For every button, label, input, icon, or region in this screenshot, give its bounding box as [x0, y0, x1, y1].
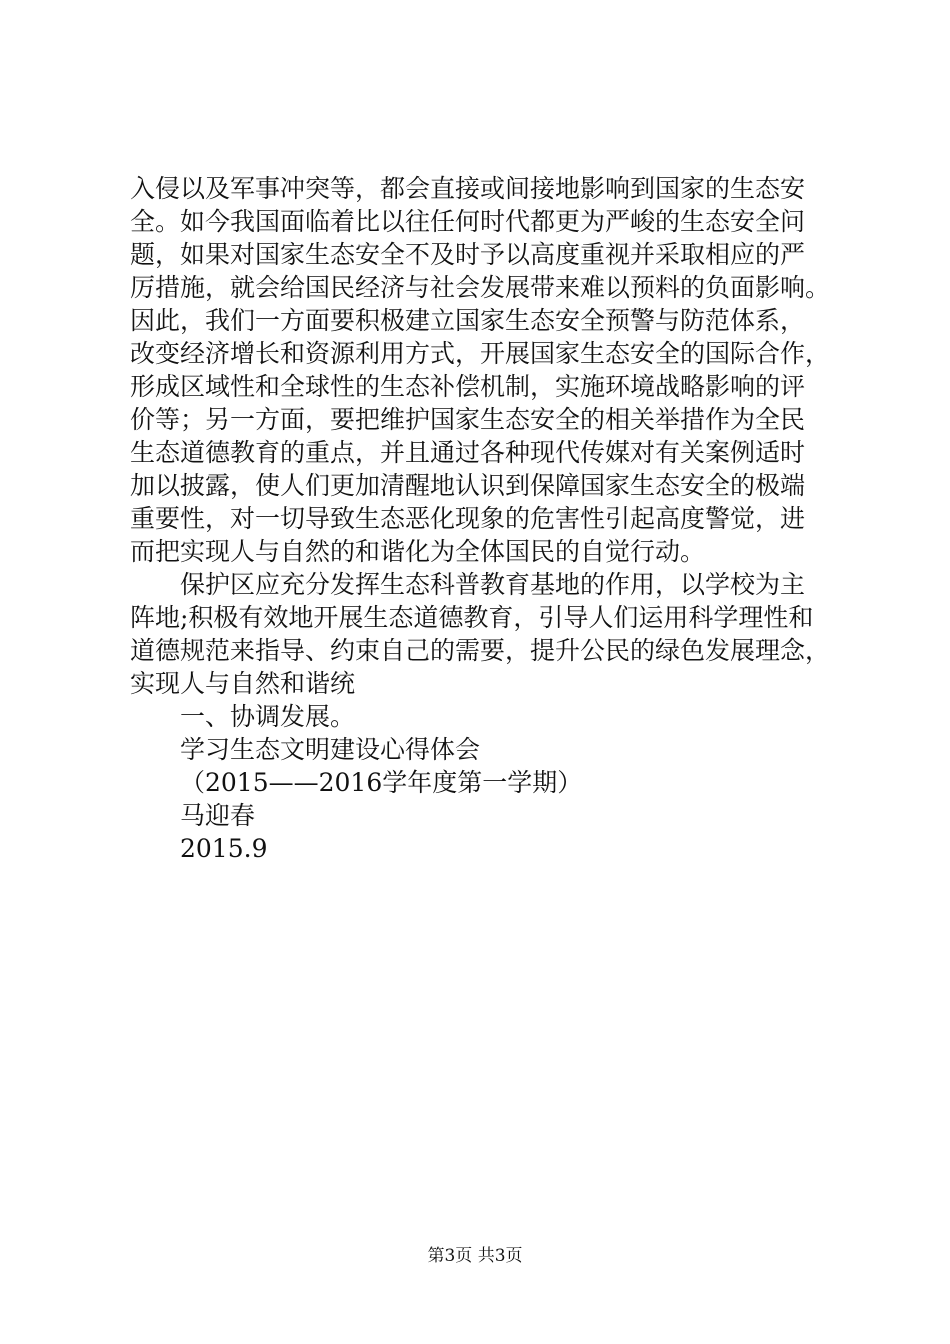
paragraph-line: 加以披露，使人们更加清醒地认识到保障国家生态安全的极端 [130, 471, 806, 500]
paragraph-line: 价等；另一方面，要把维护国家生态安全的相关举措作为全民 [130, 405, 806, 434]
paragraph-line: 而把实现人与自然的和谐化为全体国民的自觉行动。 [130, 537, 706, 566]
paragraph-line: 因此，我们一方面要积极建立国家生态安全预警与防范体系， [130, 306, 806, 335]
page-indicator: 第3页 共3页 [427, 1246, 523, 1266]
paragraph-line: 全。如今我国面临着比以往任何时代都更为严峻的生态安全问 [130, 207, 806, 236]
paragraph-line: 重要性，对一切导致生态恶化现象的危害性引起高度警觉，进 [130, 504, 806, 533]
paragraph-line: 改变经济增长和资源利用方式，开展国家生态安全的国际合作， [130, 339, 831, 368]
paragraph-line: 入侵以及军事冲突等，都会直接或间接地影响到国家的生态安 [130, 174, 806, 203]
paragraph-line: 生态道德教育的重点，并且通过各种现代传媒对有关案例适时 [130, 438, 806, 467]
paragraph-line: 保护区应充分发挥生态科普教育基地的作用，以学校为主 [180, 570, 806, 599]
paragraph-line: 实现人与自然和谐统 [130, 669, 356, 698]
paragraph-line: 题，如果对国家生态安全不及时予以高度重视并采取相应的严 [130, 240, 806, 269]
section-heading: 一、协调发展。 [180, 702, 356, 731]
essay-title: 学习生态文明建设心得体会 [180, 735, 481, 764]
document-date: 2015.9 [180, 834, 268, 863]
paragraph-line: 形成区域性和全球性的生态补偿机制，实施环境战略影响的评 [130, 372, 806, 401]
semester-label: （2015——2016学年度第一学期） [180, 768, 583, 797]
paragraph-line: 阵地;积极有效地开展生态道德教育，引导人们运用科学理性和 [130, 603, 814, 632]
author-name: 马迎春 [180, 801, 256, 830]
paragraph-line: 道德规范来指导、约束自己的需要，提升公民的绿色发展理念， [130, 636, 831, 665]
paragraph-line: 厉措施，就会给国民经济与社会发展带来难以预料的负面影响。 [130, 273, 831, 302]
